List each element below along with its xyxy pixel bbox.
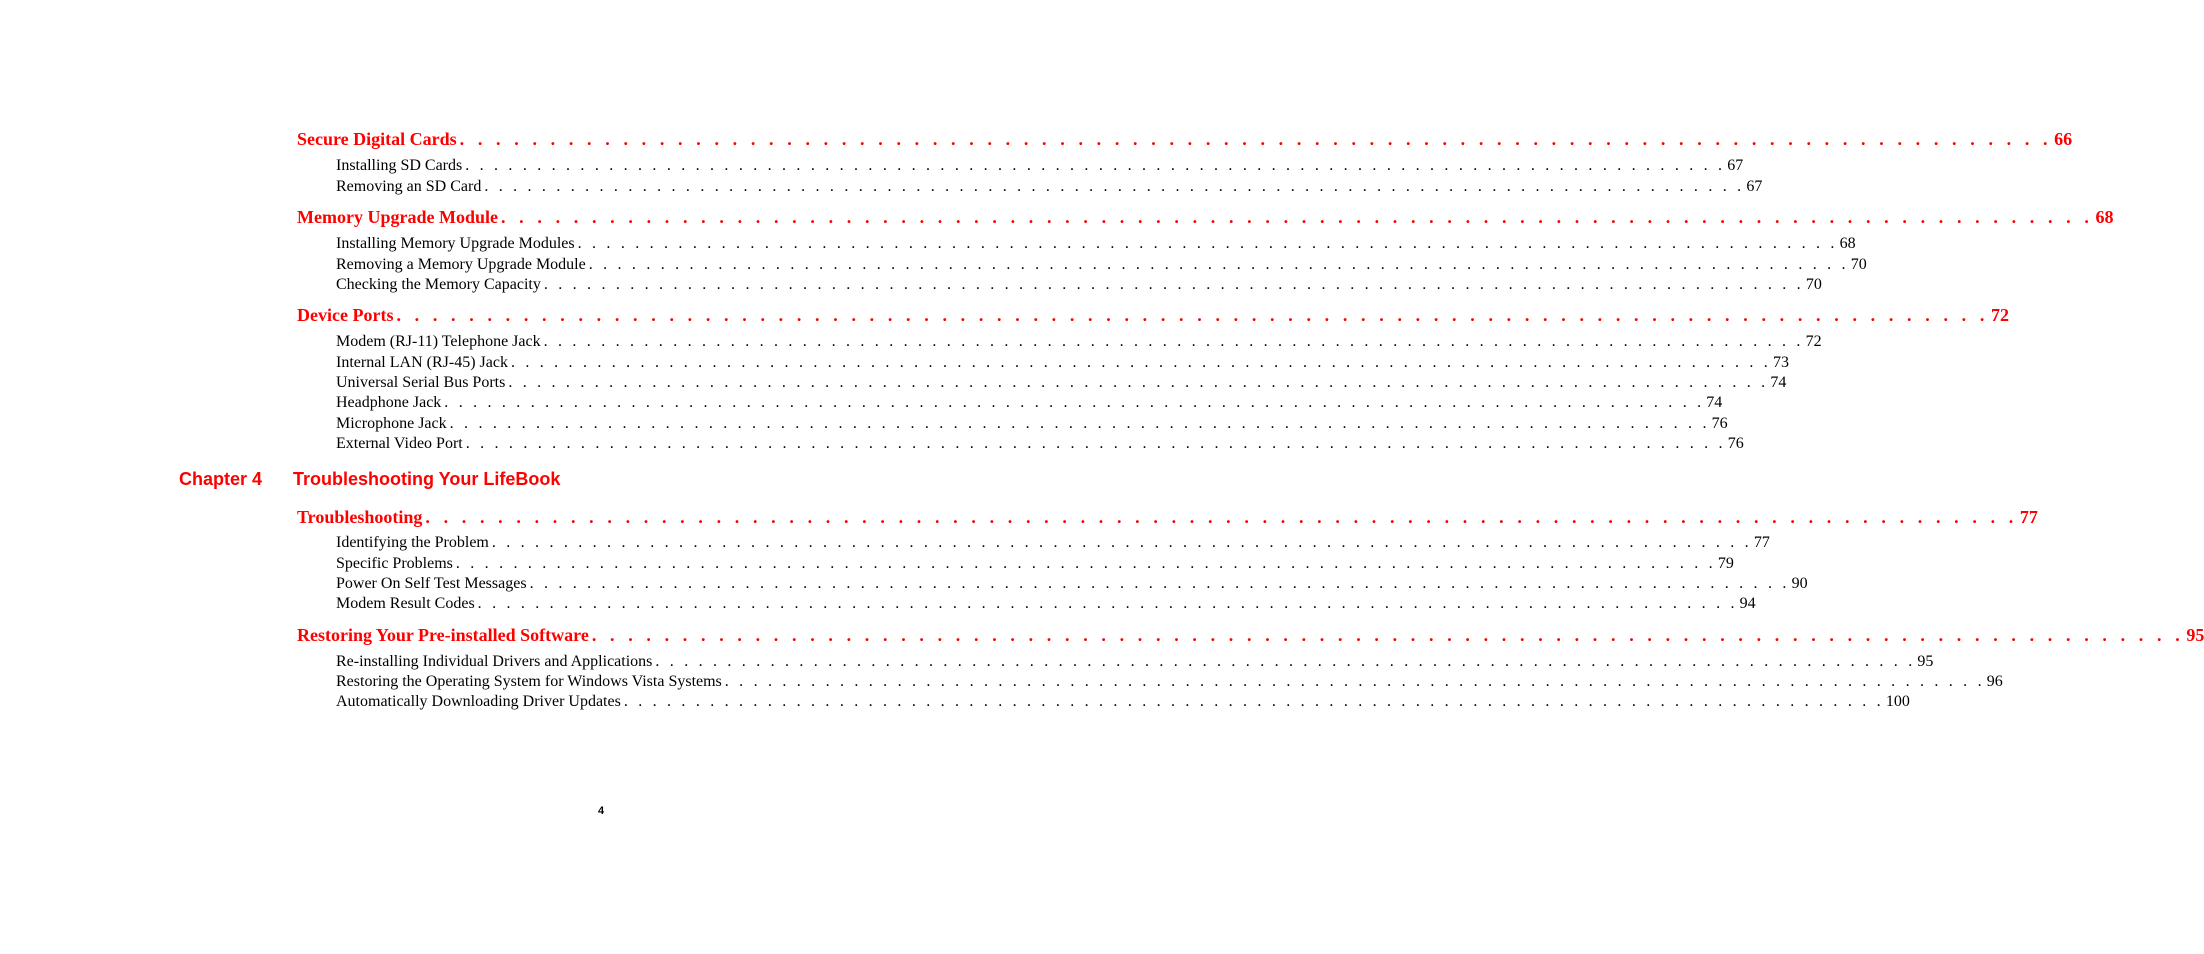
toc-page-number: 77 <box>1753 534 1770 551</box>
toc-leader: . . . . . . . . . . . . . . . . . . . . . . . . . . . . . . . . . . . . . . . . . . . . . . . . . . . . . . . . . . . . . . . . . . . . . . . . . . . . . . . . . . . . . . . . <box>459 129 2053 149</box>
toc-entry-internal-lan-jack[interactable] <box>336 353 1789 373</box>
toc-page-number: 95 <box>1917 653 1934 670</box>
toc-leader: . . . . . . . . . . . . . . . . . . . . . . . . . . . . . . . . . . . . . . . . . . . . . . . . . . . . . . . . . . . . . . . . . . . . . . . . . . . . . . . . . . . . . . . . <box>465 157 1726 174</box>
toc-entry-title: Microphone Jack <box>336 415 447 432</box>
toc-page-number: 94 <box>1739 595 1756 612</box>
toc-leader: . . . . . . . . . . . . . . . . . . . . . . . . . . . . . . . . . . . . . . . . . . . . . . . . . . . . . . . . . . . . . . . . . . . . . . . . . . . . . . . . . . . . . . . . <box>591 625 2185 645</box>
toc-page-number: 90 <box>1791 575 1808 592</box>
toc-page-number: 70 <box>1805 276 1822 293</box>
toc-page-number: 68 <box>1839 235 1856 252</box>
toc-page-number: 77 <box>2019 507 2038 527</box>
toc-entry-modem-telephone-jack[interactable] <box>336 332 1822 352</box>
toc-leader: . . . . . . . . . . . . . . . . . . . . . . . . . . . . . . . . . . . . . . . . . . . . . . . . . . . . . . . . . . . . . . . . . . . . . . . . . . . . . . . . . . . . . . . . <box>508 374 1769 391</box>
toc-leader: . . . . . . . . . . . . . . . . . . . . . . . . . . . . . . . . . . . . . . . . . . . . . . . . . . . . . . . . . . . . . . . . . . . . . . . . . . . . . . . . . . . . . . . . <box>484 178 1745 195</box>
toc-entry-installing-sd-cards[interactable] <box>336 156 1744 176</box>
toc-entry-title: Modem (RJ-11) Telephone Jack <box>336 333 541 350</box>
toc-entry-restoring-operating-system[interactable] <box>336 672 2003 692</box>
toc-entry-downloading-driver-updates[interactable] <box>336 692 1910 712</box>
toc-page-number: 72 <box>1990 305 2009 325</box>
toc-entry-title: Automatically Downloading Driver Updates <box>336 693 621 710</box>
toc-leader: . . . . . . . . . . . . . . . . . . . . . . . . . . . . . . . . . . . . . . . . . . . . . . . . . . . . . . . . . . . . . . . . . . . . . . . . . . . . . . . . . . . . . . . . <box>500 207 2094 227</box>
toc-page-number: 74 <box>1706 394 1723 411</box>
toc-leader: . . . . . . . . . . . . . . . . . . . . . . . . . . . . . . . . . . . . . . . . . . . . . . . . . . . . . . . . . . . . . . . . . . . . . . . . . . . . . . . . . . . . . . . . <box>449 415 1710 432</box>
toc-leader: . . . . . . . . . . . . . . . . . . . . . . . . . . . . . . . . . . . . . . . . . . . . . . . . . . . . . . . . . . . . . . . . . . . . . . . . . . . . . . . . . . . . . . . . <box>543 276 1804 293</box>
toc-entry-power-on-self-test-messages[interactable] <box>336 574 1808 594</box>
toc-leader: . . . . . . . . . . . . . . . . . . . . . . . . . . . . . . . . . . . . . . . . . . . . . . . . . . . . . . . . . . . . . . . . . . . . . . . . . . . . . . . . . . . . . . . . <box>577 235 1838 252</box>
toc-entry-universal-serial-bus-ports[interactable] <box>336 373 1787 393</box>
toc-entry-title: Removing an SD Card <box>336 178 482 195</box>
toc-entry-title: Checking the Memory Capacity <box>336 276 541 293</box>
toc-leader: . . . . . . . . . . . . . . . . . . . . . . . . . . . . . . . . . . . . . . . . . . . . . . . . . . . . . . . . . . . . . . . . . . . . . . . . . . . . . . . . . . . . . . . . <box>623 693 1884 710</box>
toc-leader: . . . . . . . . . . . . . . . . . . . . . . . . . . . . . . . . . . . . . . . . . . . . . . . . . . . . . . . . . . . . . . . . . . . . . . . . . . . . . . . . . . . . . . . . <box>444 394 1705 411</box>
chapter-title: Troubleshooting Your LifeBook <box>293 469 561 489</box>
toc-section-secure-digital-cards[interactable] <box>297 128 2073 150</box>
toc-page-number: 72 <box>1805 333 1822 350</box>
toc-page-number: 67 <box>1727 157 1744 174</box>
toc-entry-title: Removing a Memory Upgrade Module <box>336 256 586 273</box>
toc-entry-title: External Video Port <box>336 435 463 452</box>
toc-entry-headphone-jack[interactable] <box>336 393 1723 413</box>
toc-leader: . . . . . . . . . . . . . . . . . . . . . . . . . . . . . . . . . . . . . . . . . . . . . . . . . . . . . . . . . . . . . . . . . . . . . . . . . . . . . . . . . . . . . . . . <box>455 555 1716 572</box>
toc-page-number: 96 <box>1986 673 2003 690</box>
toc-section-title: Restoring Your Pre-installed Software <box>297 625 589 645</box>
toc-page-number: 76 <box>1727 435 1744 452</box>
toc-leader: . . . . . . . . . . . . . . . . . . . . . . . . . . . . . . . . . . . . . . . . . . . . . . . . . . . . . . . . . . . . . . . . . . . . . . . . . . . . . . . . . . . . . . . . <box>477 595 1738 612</box>
toc-section-title: Secure Digital Cards <box>297 129 457 149</box>
toc-page-number: 73 <box>1772 354 1789 371</box>
toc-entry-installing-memory-upgrade-modules[interactable] <box>336 234 1856 254</box>
toc-leader: . . . . . . . . . . . . . . . . . . . . . . . . . . . . . . . . . . . . . . . . . . . . . . . . . . . . . . . . . . . . . . . . . . . . . . . . . . . . . . . . . . . . . . . . <box>396 305 1989 325</box>
toc-page-number: 68 <box>2095 207 2114 227</box>
toc-page-number: 79 <box>1717 555 1734 572</box>
toc-entry-title: Specific Problems <box>336 555 453 572</box>
toc-section-memory-upgrade-module[interactable] <box>297 206 2114 228</box>
toc-section-restoring-software[interactable] <box>297 624 2204 646</box>
toc-page-number: 76 <box>1711 415 1728 432</box>
toc-entry-removing-sd-card[interactable] <box>336 177 1763 197</box>
toc-entry-title: Headphone Jack <box>336 394 442 411</box>
toc-leader: . . . . . . . . . . . . . . . . . . . . . . . . . . . . . . . . . . . . . . . . . . . . . . . . . . . . . . . . . . . . . . . . . . . . . . . . . . . . . . . . . . . . . . . . <box>724 673 1985 690</box>
toc-section-troubleshooting[interactable] <box>297 506 2038 528</box>
toc-entry-microphone-jack[interactable] <box>336 414 1728 434</box>
toc-leader: . . . . . . . . . . . . . . . . . . . . . . . . . . . . . . . . . . . . . . . . . . . . . . . . . . . . . . . . . . . . . . . . . . . . . . . . . . . . . . . . . . . . . . . . <box>465 435 1726 452</box>
toc-entry-title: Internal LAN (RJ-45) Jack <box>336 354 508 371</box>
toc-entry-title: Restoring the Operating System for Windows Vista Systems <box>336 673 722 690</box>
toc-entry-modem-result-codes[interactable] <box>336 594 1756 614</box>
toc-page-number: 95 <box>2186 625 2204 645</box>
toc-page-number: 66 <box>2054 129 2073 149</box>
toc-entry-reinstalling-drivers[interactable] <box>336 652 1934 672</box>
toc-leader: . . . . . . . . . . . . . . . . . . . . . . . . . . . . . . . . . . . . . . . . . . . . . . . . . . . . . . . . . . . . . . . . . . . . . . . . . . . . . . . . . . . . . . . . <box>655 653 1916 670</box>
toc-entry-title: Re-installing Individual Drivers and Applications <box>336 653 653 670</box>
toc-entry-title: Universal Serial Bus Ports <box>336 374 506 391</box>
toc-section-title: Memory Upgrade Module <box>297 207 498 227</box>
toc-entry-title: Modem Result Codes <box>336 595 475 612</box>
toc-entry-title: Identifying the Problem <box>336 534 489 551</box>
toc-entry-title: Power On Self Test Messages <box>336 575 527 592</box>
toc-entry-removing-memory-upgrade-module[interactable] <box>336 255 1867 275</box>
toc-section-device-ports[interactable] <box>297 304 2009 326</box>
toc-leader: . . . . . . . . . . . . . . . . . . . . . . . . . . . . . . . . . . . . . . . . . . . . . . . . . . . . . . . . . . . . . . . . . . . . . . . . . . . . . . . . . . . . . . . . <box>491 534 1752 551</box>
chapter-heading[interactable] <box>179 466 560 492</box>
toc-entry-external-video-port[interactable] <box>336 434 1744 454</box>
toc-leader: . . . . . . . . . . . . . . . . . . . . . . . . . . . . . . . . . . . . . . . . . . . . . . . . . . . . . . . . . . . . . . . . . . . . . . . . . . . . . . . . . . . . . . . . <box>425 507 2018 527</box>
toc-entry-checking-memory-capacity[interactable] <box>336 275 1822 295</box>
chapter-label: Chapter 4 <box>179 469 263 489</box>
toc-entry-title: Installing SD Cards <box>336 157 463 174</box>
toc-leader: . . . . . . . . . . . . . . . . . . . . . . . . . . . . . . . . . . . . . . . . . . . . . . . . . . . . . . . . . . . . . . . . . . . . . . . . . . . . . . . . . . . . . . . . <box>543 333 1804 350</box>
toc-section-title: Troubleshooting <box>297 507 423 527</box>
page-number: 4 <box>597 805 605 817</box>
toc-page-number: 70 <box>1850 256 1867 273</box>
toc-section-title: Device Ports <box>297 305 394 325</box>
toc-leader: . . . . . . . . . . . . . . . . . . . . . . . . . . . . . . . . . . . . . . . . . . . . . . . . . . . . . . . . . . . . . . . . . . . . . . . . . . . . . . . . . . . . . . . . <box>510 354 1771 371</box>
toc-page-number: 74 <box>1770 374 1787 391</box>
toc-entry-specific-problems[interactable] <box>336 554 1734 574</box>
toc-leader: . . . . . . . . . . . . . . . . . . . . . . . . . . . . . . . . . . . . . . . . . . . . . . . . . . . . . . . . . . . . . . . . . . . . . . . . . . . . . . . . . . . . . . . . <box>529 575 1790 592</box>
toc-leader: . . . . . . . . . . . . . . . . . . . . . . . . . . . . . . . . . . . . . . . . . . . . . . . . . . . . . . . . . . . . . . . . . . . . . . . . . . . . . . . . . . . . . . . . <box>588 256 1849 273</box>
toc-entry-identifying-the-problem[interactable] <box>336 533 1770 553</box>
toc-entry-title: Installing Memory Upgrade Modules <box>336 235 575 252</box>
toc-page-number: 100 <box>1885 693 1910 710</box>
toc-page-number: 67 <box>1746 178 1763 195</box>
